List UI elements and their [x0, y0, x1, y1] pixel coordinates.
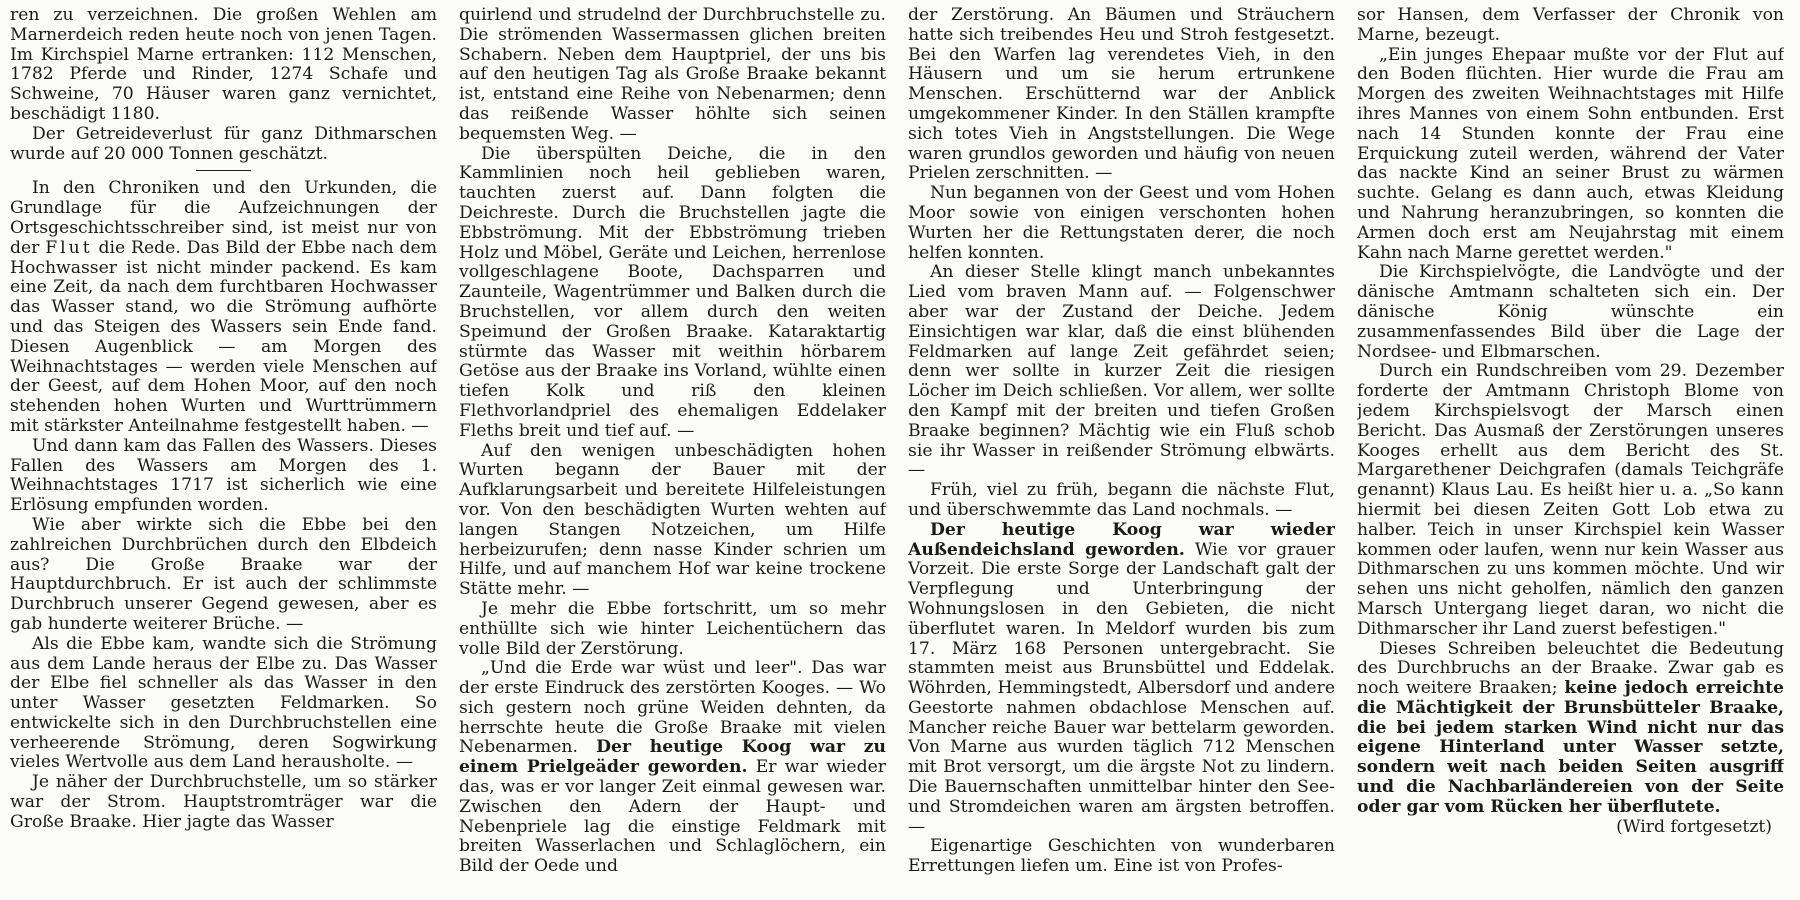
- paragraph: Nun begannen von der Geest und vom Hohen Moor sowie von einigen verschonten hohen Wurten her die Rettungstaten derer, die noch helfen konnten.: [908, 183, 1335, 263]
- column-3: [908, 6, 1335, 900]
- paragraph: [908, 521, 1335, 838]
- paragraph: [10, 179, 437, 436]
- section-divider: [196, 170, 251, 171]
- column-2: [459, 6, 886, 900]
- paragraph: Wie aber wirkte sich die Ebbe bei den zahlreichen Durchbrüchen durch den Elbdeich aus? Die Große Braake war der Hauptdurchbruch. Er ist auch der schlimmste Durchbruch unserer Gegend gewesen, aber es gab hunderte weiterer Brüche. —: [10, 514, 437, 634]
- paragraph: Und dann kam das Fallen des Wassers. Dieses Fallen des Wassers am Morgen des 1. Weihnachtstages 1717 ist sicherlich wie eine Erlösung empfunden worden.: [10, 435, 437, 516]
- bold-emphasis: Der heutige Koog war wieder Außendeichsland geworden.: [908, 519, 1335, 560]
- paragraph: Die überspülten Deiche, die in den Kammlinien noch heil geblieben waren, tauchten zuerst auf. Dann folgten die Deichreste. Durch die Bruchstellen jagte die Ebbströmung. Mit der Ebbströmung trieben Holz und Möbel, Geräte und Leichen, herrenlose vollgeschlagene Boote, Dachsparren und Zaunteile, Wagentrümmer und Balken durch die Bruchstellen, vor allem durch den weiten Speimund der Großen Braake. Kataraktartig stürmte das Wasser mit weithin hörbarem Getöse aus der Braake ins Vorland, wühlte einen tiefen Kolk und riß den kleinen Flethvorlandpriel des ehemaligen Eddelaker Fleths breit und tief auf. —: [459, 143, 886, 441]
- spaced-emphasis: Flut: [45, 237, 93, 258]
- paragraph: Eigenartige Geschichten von wunderbaren Errettungen liefen um. Eine ist von Profes-: [908, 836, 1335, 877]
- bold-emphasis: keine jedoch erreichte die Mächtigkeit der Brunsbütteler Braake, die bei jedem starken Wind nicht nur das eigene Hinterland unter Wasser setzte, sondern weit nach beiden Seiten ausgriff und die Nachbarländereien von der Seite oder gar vom Rücken her überflutete.: [1357, 678, 1784, 817]
- paragraph-text: Wie vor grauer Vorzeit. Die erste Sorge der Landschaft galt der Verpflegung und Unterbringung der Wohnungslosen in den Gebieten, die nicht überflutet waren. In Meldorf wurden bis zum 17. März 168 Personen untergebracht. Sie stammten meist aus Brunsbüttel und Eddelak. Wöhrden, Hemmingstedt, Albersdorf und andere Geestorte nahmen obdachlose Menschen auf. Mancher reiche Bauer war bettelarm geworden. Von Marne aus wurden täglich 712 Menschen mit Brot versorgt, um die ärgste Not zu lindern. Die Bauernschaften unmittelbar hinter den See- und Stromdeichen waren am ärgsten betroffen. —: [908, 539, 1335, 837]
- paragraph: Durch ein Rundschreiben vom 29. Dezember forderte der Amtmann Christoph Blome von jedem Kirchspielsvogt der Marsch einen Bericht. Das Ausmaß der Zerstörungen unseres Kooges erhellt aus dem Bericht des St. Margarethener Deichgrafen (damals Teichgräfe genannt) Klaus Lau. Es heißt hier u. a. „So kann hiermit bei diesen Zeiten Gott Lob etwa zu halber. Teich in unser Kirchspiel kein Wasser kommen oder laufen, wenn nur kein Wasser aus Dithmarschen zu uns kommen möchte. Und wir sehen uns nicht geholfen, nämlich den ganzen Marsch Untergang lieget daran, wo nicht die Dithmarscher ihr Land zuerst befestigen.": [1357, 361, 1784, 639]
- paragraph: Je näher der Durchbruchstelle, um so stärker war der Strom. Hauptstromträger war die Große Braake. Hier jagte das Wasser: [10, 772, 437, 832]
- paragraph: An dieser Stelle klingt manch unbekanntes Lied vom braven Mann auf. — Folgenschwer aber war der Zustand der Deiche. Jedem Einsichtigen war klar, daß die einst blühenden Feldmarken auf lange Zeit gefährdet seien; denn wer sollte in kurzer Zeit die riesigen Löcher im Deich schließen. Vor allem, wer sollte den Kampf mit der breiten und tiefen Großen Braake beginnen? Mächtig wie ein Fluß schob sie ihr Wasser in reißender Strömung elbwärts. —: [908, 262, 1335, 481]
- paragraph: quirlend und strudelnd der Durchbruchstelle zu. Die strömenden Wassermassen glichen breiten Schabern. Neben dem Hauptpriel, der uns bis auf den heutigen Tag als Große Braake bekannt ist, entstand eine Reihe von Nebenarmen; denn das reißende Wasser höhlte sich seinen bequemsten Weg. —: [459, 6, 886, 144]
- paragraph: Als die Ebbe kam, wandte sich die Strömung aus dem Lande heraus der Elbe zu. Das Wasser der Elbe fiel schneller als das Wasser in den unter Wasser gesetzten Feldmarken. So entwickelte sich in den Durchbruchstellen eine verheerende Strömung, deren Sogwirkung vieles Wertvolle aus dem Land herausholte. —: [10, 633, 437, 773]
- paragraph: Je mehr die Ebbe fortschritt, um so mehr enthüllte sich wie hinter Leichentüchern das volle Bild der Zerstörung.: [459, 598, 886, 659]
- paragraph: der Zerstörung. An Bäumen und Sträuchern hatte sich treibendes Heu und Stroh festgesetzt. Bei den Warfen lag verendetes Vieh, in den Häusern und um sie herum ertrunkene Menschen. Erschütternd war der Anblick umgekommener Kinder. In den Ställen krampfte sich totes Vieh in Angststellungen. Die Wege waren grundlos geworden und häufig von neuen Prielen zerschnitten. —: [908, 6, 1335, 184]
- paragraph: [1357, 640, 1784, 818]
- paragraph: [459, 659, 886, 877]
- paragraph: ren zu verzeichnen. Die großen Wehlen am Marnerdeich reden heute noch von jenen Tagen. Im Kirchspiel Marne ertranken: 112 Menschen, 1782 Pferde und Rinder, 1274 Schafe und Schweine, 70 Häuser waren ganz vernichtet, beschädigt 1180.: [10, 6, 437, 124]
- quote-paragraph: „Ein junges Ehepaar mußte vor der Flut auf den Boden flüchten. Hier wurde die Frau am Morgen des zweiten Weihnachtstages mit Hilfe ihres Mannes von einem Sohn entbunden. Erst nach 14 Stunden konnte der Frau eine Erquickung zuteil werden, während der Vater das nackte Kind an seiner Brust zu wärmen suchte. Gelang es dann auch, etwas Kleidung und Nahrung heranzubringen, so konnten die Armen doch erst am Neujahrstag mit einem Kahn nach Marne gerettet werden.": [1357, 44, 1784, 263]
- paragraph: Der Getreideverlust für ganz Dithmarschen wurde auf 20 000 Tonnen geschätzt.: [10, 123, 437, 164]
- paragraph-text: Dieses Schreiben beleuchtet die Bedeutung des Durchbruchs an der Braake. Zwar gab es noch weitere Braaken;: [1357, 638, 1784, 699]
- paragraph: sor Hansen, dem Verfasser der Chronik von Marne, bezeugt.: [1357, 6, 1784, 45]
- bold-emphasis: Der heutige Koog war zu einem Prielgeäder geworden.: [459, 737, 886, 778]
- paragraph-text: „Und die Erde war wüst und leer". Das war der erste Eindruck des zerstörten Kooges. — Wo sich gestern noch grüne Weiden dehnten, da herrschte heute die Große Braake mit vielen Nebenarmen.: [459, 658, 886, 758]
- paragraph-text: Er war wieder das, was er vor langer Zeit einmal gewesen war. Zwischen den Adern der Haupt- und Nebenpriele lag die einstige Feldmark mit breiten Wasserlachen und Schlaglöchern, ein Bild der Oede und: [459, 757, 886, 877]
- paragraph: Auf den wenigen unbeschädigten hohen Wurten begann der Bauer mit der Aufklarungsarbeit und bereitete Hilfeleistungen vor. Von den beschädigten Wurten wehten auf langen Stangen Notzeichen, um Hilfe herbeizurufen; denn nasse Kinder schrien um Hilfe, und auf manchem Hof war keine trockene Stätte mehr. —: [459, 440, 886, 600]
- paragraph: Die Kirchspielvögte, die Landvögte und der dänische Amtmann schalteten sich ein. Der dänische König wünschte ein zusammenfassendes Bild über die Lage der Nordsee- und Elbmarschen.: [1357, 262, 1784, 362]
- paragraph-text: In den Chroniken und den Urkunden, die Grundlage für die Aufzeichnungen der Ortsgeschichtsschreiber sind, ist meist nur von der Flut die Rede. Das Bild der Ebbe nach dem Hochwasser ist nicht minder packend. Es kam eine Zeit, da nach dem furchtbaren Hochwasser das Wasser stand, wo die Strömung aufhörte und das Steigen des Wassers sein Ende fand. Diesen Augenblick — am Morgen des Weihnachtstages — werden viele Menschen auf der Geest, auf dem Hohen Moor, auf den noch stehenden hohen Wurten und Wurttrümmern mit stärkster Anteilnahme festgestellt haben. —: [10, 178, 437, 436]
- paragraph: Früh, viel zu früh, begann die nächste Flut, und überschwemmte das Land nochmals. —: [908, 480, 1335, 520]
- continuation-note: (Wird fortgesetzt): [1616, 816, 1772, 837]
- column-1: [10, 6, 437, 900]
- column-4: [1357, 6, 1784, 900]
